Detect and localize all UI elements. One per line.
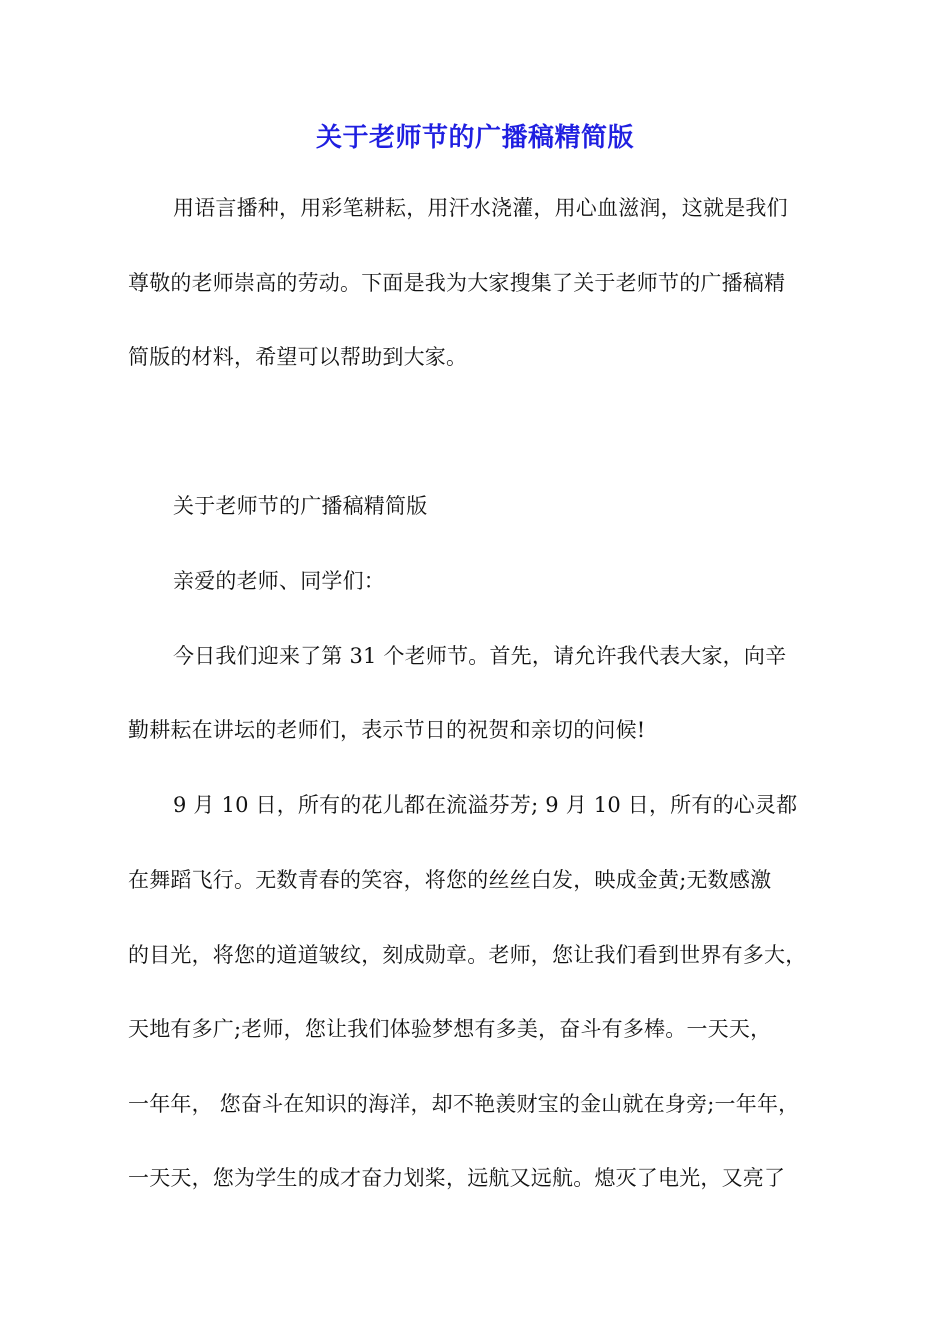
para2-line-2: 在舞蹈飞行。无数青春的笑容，将您的丝丝白发，映成金黄;无数感激	[128, 868, 772, 892]
para2-line-4: 天地有多广;老师，您让我们体验梦想有多美，奋斗有多棒。一天天，	[128, 1017, 772, 1041]
para1-line-1: 今日我们迎来了第 31 个老师节。首先，请允许我代表大家，向辛	[173, 644, 787, 668]
para1-line-2: 勤耕耘在讲坛的老师们，表示节日的祝贺和亲切的问候!	[128, 718, 646, 742]
para2-line-3: 的目光，将您的道道皱纹，刻成勋章。老师，您让我们看到世界有多大，	[128, 943, 807, 967]
para2-line-5: 一年年， 您奋斗在知识的海洋，却不艳羡财宝的金山就在身旁;一年年，	[128, 1092, 800, 1116]
para2-line-6: 一天天，您为学生的成才奋力划桨，远航又远航。熄灭了电光，又亮了	[128, 1166, 786, 1190]
intro-line-3: 简版的材料，希望可以帮助到大家。	[128, 345, 468, 369]
intro-line-1: 用语言播种，用彩笔耕耘，用汗水浇灌，用心血滋润，这就是我们	[173, 196, 788, 220]
intro-line-2: 尊敬的老师崇高的劳动。下面是我为大家搜集了关于老师节的广播稿精	[128, 271, 786, 295]
para2-line-1: 9 月 10 日，所有的花儿都在流溢芬芳; 9 月 10 日，所有的心灵都	[173, 793, 798, 817]
salutation: 亲爱的老师、同学们：	[173, 569, 385, 593]
document-title: 关于老师节的广播稿精简版	[315, 123, 634, 153]
section-heading: 关于老师节的广播稿精简版	[173, 494, 428, 518]
